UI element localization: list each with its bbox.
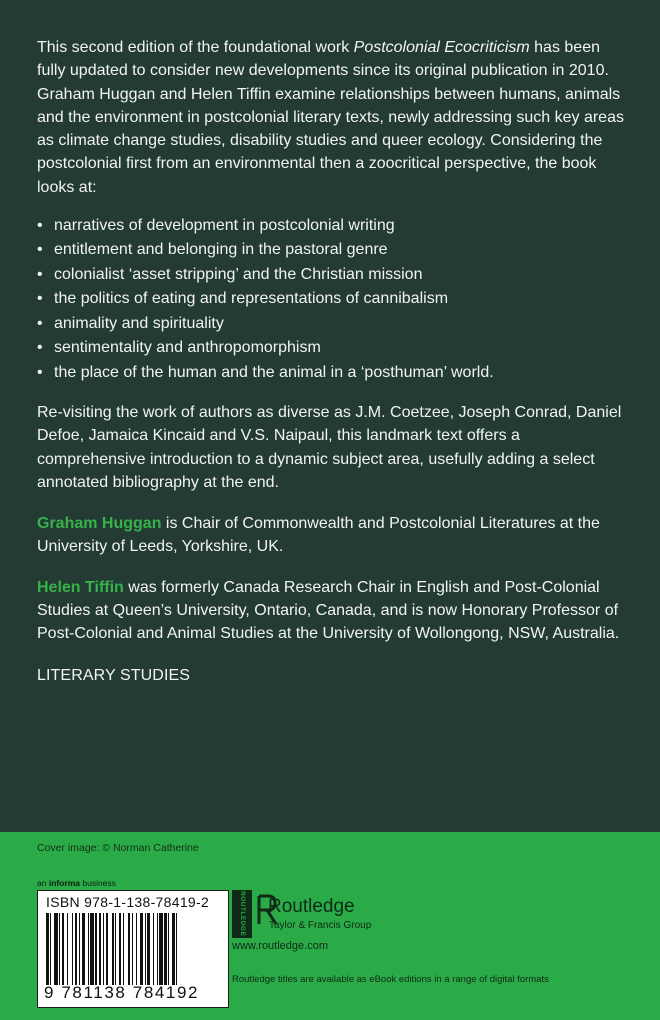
- barcode-stripe: [67, 913, 68, 985]
- barcode-stripe: [132, 913, 133, 985]
- author-name: Helen Tiffin: [37, 578, 124, 596]
- barcode-stripe: [128, 913, 131, 985]
- barcode-stripe: [50, 913, 51, 985]
- ebook-note: Routledge titles are available as eBook editions in a range of digital formats: [232, 974, 549, 985]
- cover-image-credit: Cover image: © Norman Catherine: [37, 842, 199, 854]
- publisher-name: Routledge: [268, 896, 355, 917]
- logo-side-strip: ROUTLEDGE: [232, 890, 252, 938]
- barcode-stripe: [62, 913, 65, 985]
- informa-bold: informa: [48, 878, 80, 888]
- barcode-number: 9 781138 784192: [44, 983, 200, 1002]
- description-content: [37, 36, 627, 687]
- publisher-footer: [0, 832, 660, 1020]
- barcode-stripe: [159, 913, 163, 985]
- barcode-stripe: [88, 913, 89, 985]
- intro-prefix: This second edition of the foundational work: [37, 39, 354, 56]
- subject-category: LITERARY STUDIES: [37, 666, 191, 684]
- author-name: Graham Huggan: [37, 515, 162, 533]
- author-bio-text: was formerly Canada Research Chair in English and Post-Colonial Studies at Queen’s University, Ontario, Canada, and is now Honorary Professor of Post-Colonial and Animal Studies at the University of Wollongong, NSW, Australia.: [37, 578, 620, 643]
- list-item: • narratives of development in postcolonial writing: [37, 214, 627, 238]
- list-item: • entitlement and belonging in the pastoral genre: [37, 238, 627, 262]
- barcode-stripe: [176, 913, 177, 985]
- publisher-url: www.routledge.com: [232, 940, 328, 952]
- informa-prefix: an: [37, 878, 49, 888]
- book-title-italic: Postcolonial Ecocriticism: [353, 39, 530, 56]
- barcode-stripe: [153, 913, 154, 985]
- barcode-stripe: [54, 913, 58, 985]
- routledge-logo: [232, 890, 392, 940]
- barcode-stripe: [119, 913, 122, 985]
- barcode-stripe: [82, 913, 85, 985]
- barcode-stripe: [145, 913, 146, 985]
- barcode-stripe: [90, 913, 94, 985]
- informa-suffix: business: [80, 878, 116, 888]
- isbn-barcode: [37, 890, 229, 1008]
- author-bio-huggan: [37, 512, 627, 559]
- list-item: • the place of the human and the animal in a ‘posthuman’ world.: [37, 361, 627, 385]
- barcode-stripe: [46, 913, 49, 985]
- barcode-stripe: [99, 913, 100, 985]
- barcode-stripe: [123, 913, 124, 985]
- isbn-text: ISBN 978-1-138-78419-2: [46, 894, 210, 910]
- barcode-stripe: [172, 913, 175, 985]
- barcode-stripe: [136, 913, 137, 985]
- intro-paragraph: [37, 36, 627, 199]
- barcode-stripe: [72, 913, 73, 985]
- barcode-stripe: [95, 913, 96, 985]
- topics-list: [37, 214, 627, 385]
- authors-overview-paragraph: Re-visiting the work of authors as diverse as J.M. Coetzee, Joseph Conrad, Daniel Defoe, Jamaica Kincaid and V.S. Naipaul, this landmark text offers a comprehensive introduction to a dynamic subject area, usefully adding a select annotated bibliography at the end.: [37, 403, 622, 491]
- barcode-stripe: [157, 913, 158, 985]
- barcode-stripe: [59, 913, 60, 985]
- barcode-stripe: [147, 913, 150, 985]
- barcode-stripe: [103, 913, 104, 985]
- list-item: • animality and spirituality: [37, 312, 627, 336]
- intro-rest: has been fully updated to consider new developments since its original publication in 2010. Graham Huggan and Helen Tiffin examine relationships between humans, animals and the environment in postcolonial literary texts, newly addressing such key areas as climate change studies, disability studies and queer ecology. Considering the postcolonial first from an environmental then a zoocritical perspective, the book looks at:: [37, 39, 624, 196]
- barcode-bars: [46, 913, 220, 985]
- barcode-stripe: [115, 913, 116, 985]
- barcode-stripe: [140, 913, 144, 985]
- barcode-stripe: [168, 913, 169, 985]
- author-bio-text: is Chair of Commonwealth and Postcolonial Literatures at the University of Leeds, Yorkshire, UK.: [37, 515, 600, 556]
- barcode-stripe: [164, 913, 167, 985]
- list-item: • sentimentality and anthropomorphism: [37, 336, 627, 360]
- barcode-stripe: [106, 913, 109, 985]
- barcode-stripe: [79, 913, 80, 985]
- list-item: • colonialist ‘asset stripping’ and the Christian mission: [37, 263, 627, 287]
- list-item: • the politics of eating and representations of cannibalism: [37, 287, 627, 311]
- author-bio-tiffin: [37, 576, 627, 646]
- informa-tagline: [37, 878, 116, 888]
- publisher-group: Taylor & Francis Group: [269, 920, 372, 931]
- barcode-stripe: [112, 913, 113, 985]
- barcode-stripe: [75, 913, 78, 985]
